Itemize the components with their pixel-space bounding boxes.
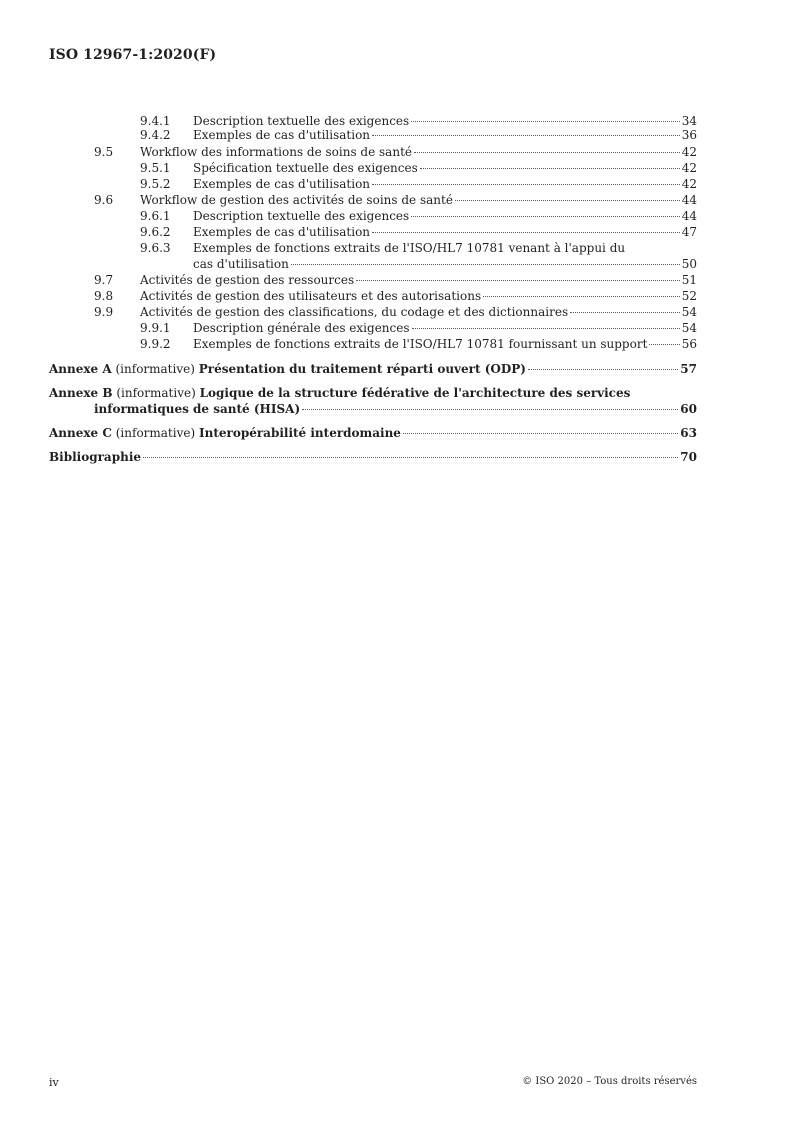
annex-label: Annexe B: [49, 386, 113, 400]
toc-entry-page: 44: [681, 209, 697, 223]
toc-entry-number: 9.4.1: [140, 114, 171, 128]
toc-entry-number: 9.6.3: [140, 241, 171, 255]
toc-entry-page: 54: [681, 321, 697, 335]
toc-entry-page: 52: [681, 289, 697, 303]
toc-entry-title-line: [193, 225, 697, 239]
toc-entry-title: Exemples de cas d'utilisation: [193, 128, 371, 142]
dot-leader: [455, 200, 680, 201]
dot-leader: [528, 369, 678, 370]
toc-entry-title-line: [193, 257, 697, 271]
toc-entry-page: 50: [681, 257, 697, 271]
toc-entry-title-line: [193, 337, 697, 351]
toc-entry-page: 42: [681, 145, 697, 159]
dot-leader: [302, 409, 678, 410]
toc-entry-page: 36: [681, 128, 697, 142]
toc-entry-title: Workflow des informations de soins de santé: [140, 145, 412, 159]
toc-entry-number: 9.4.2: [140, 128, 171, 142]
toc-entry-page: 51: [681, 273, 697, 287]
dot-leader: [412, 328, 680, 329]
toc-entry-title-line: [193, 321, 697, 335]
dot-leader: [411, 216, 680, 217]
toc-entry-title-line: [49, 362, 697, 376]
toc-entry-title: Description textuelle des exigences: [193, 209, 410, 223]
toc-entry-title-continuation: cas d'utilisation: [193, 257, 289, 271]
dot-leader: [403, 433, 678, 434]
dot-leader: [420, 168, 680, 169]
annex-label: Annexe C: [49, 426, 112, 440]
toc-entry-title: Workflow de gestion des activités de soins de santé: [140, 193, 453, 207]
toc-entry-title: Description générale des exigences: [193, 321, 410, 335]
toc-entry-number: 9.6.1: [140, 209, 171, 223]
toc-entry-title: Spécification textuelle des exigences: [193, 161, 418, 175]
toc-entry-title-line: [49, 426, 697, 440]
toc-entry-title-line: [193, 161, 697, 175]
dot-leader: [570, 312, 680, 313]
toc-entry-page: 60: [680, 402, 697, 416]
dot-leader: [372, 135, 680, 136]
toc-entry-number: 9.6.2: [140, 225, 171, 239]
annex-heading: [49, 362, 526, 376]
annex-label: Annexe A: [49, 362, 112, 376]
toc-entry-title-line: [94, 402, 697, 416]
toc-entry-page: 70: [680, 450, 697, 464]
toc-entry-title-line: [140, 145, 697, 159]
page-number: iv: [49, 1076, 59, 1089]
toc-entry-number: 9.6: [94, 193, 114, 207]
toc-entry-title: Exemples de cas d'utilisation: [193, 225, 371, 239]
document-id: ISO 12967-1:2020(F): [49, 47, 217, 63]
toc-entry-page: 56: [681, 337, 697, 351]
toc-entry-title-line: [49, 450, 697, 464]
toc-entry-title-line: [193, 209, 697, 223]
toc-entry-page: 34: [681, 114, 697, 128]
dot-leader: [414, 152, 680, 153]
toc-entry-title: Activités de gestion des ressources: [140, 273, 355, 287]
annex-title: Interopérabilité interdomaine: [198, 426, 401, 440]
toc-entry-page: 57: [680, 362, 697, 376]
dot-leader: [411, 121, 680, 122]
toc-entry-title-line: [140, 273, 697, 287]
toc-entry-title-line: [140, 305, 697, 319]
toc-entry-number: 9.7: [94, 273, 114, 287]
annex-heading: [49, 386, 630, 400]
toc-entry-page: 42: [681, 177, 697, 191]
dot-leader: [143, 457, 678, 458]
toc-entry-page: 42: [681, 161, 697, 175]
annex-title: Logique de la structure fédérative de l'architecture des services: [199, 386, 631, 400]
toc-entry-title: Exemples de fonctions extraits de l'ISO/HL7 10781 venant à l'appui du: [193, 241, 626, 255]
annex-type: (informative): [115, 426, 196, 440]
toc-entry-title-line: [193, 128, 697, 142]
toc-entry-page: 44: [681, 193, 697, 207]
toc-entry-page: 54: [681, 305, 697, 319]
toc-entry-title-line: [140, 289, 697, 303]
annex-type: (informative): [116, 386, 196, 400]
annex-type: (informative): [115, 362, 195, 376]
toc-entry-title-line: [140, 193, 697, 207]
toc-entry-title: Exemples de cas d'utilisation: [193, 177, 371, 191]
toc-entry-number: 9.5: [94, 145, 114, 159]
toc-entry-9-6-3[interactable]: [0, 241, 793, 271]
dot-leader: [291, 264, 680, 265]
toc-entry-title: Exemples de fonctions extraits de l'ISO/HL7 10781 fournissant un support: [193, 337, 648, 351]
toc-entry-title: Activités de gestion des classifications, du codage et des dictionnaires: [140, 305, 569, 319]
annex-heading: [49, 426, 401, 440]
dot-leader: [372, 184, 680, 185]
annex-title: Présentation du traitement réparti ouvert (ODP): [198, 362, 526, 376]
dot-leader: [356, 280, 680, 281]
toc-entry-page: 63: [680, 426, 697, 440]
annex-title-continuation: informatiques de santé (HISA): [94, 402, 301, 416]
toc-entry-page: 47: [681, 225, 697, 239]
toc-entry-title: Description textuelle des exigences: [193, 114, 410, 128]
toc-entry-number: 9.5.1: [140, 161, 171, 175]
toc-entry-number: 9.9: [94, 305, 114, 319]
toc-annex-b[interactable]: [0, 386, 793, 416]
toc-entry-title-line: [193, 177, 697, 191]
toc-entry-number: 9.5.2: [140, 177, 171, 191]
toc-entry-title: Activités de gestion des utilisateurs et des autorisations: [140, 289, 482, 303]
dot-leader: [372, 232, 680, 233]
toc-entry-title-line: [193, 114, 697, 128]
copyright-notice: © ISO 2020 – Tous droits réservés: [522, 1076, 697, 1087]
dot-leader: [483, 296, 680, 297]
toc-entry-number: 9.9.1: [140, 321, 171, 335]
dot-leader: [649, 344, 679, 345]
toc-entry-number: 9.9.2: [140, 337, 171, 351]
toc-entry-number: 9.8: [94, 289, 114, 303]
bibliography-title: Bibliographie: [49, 450, 142, 464]
